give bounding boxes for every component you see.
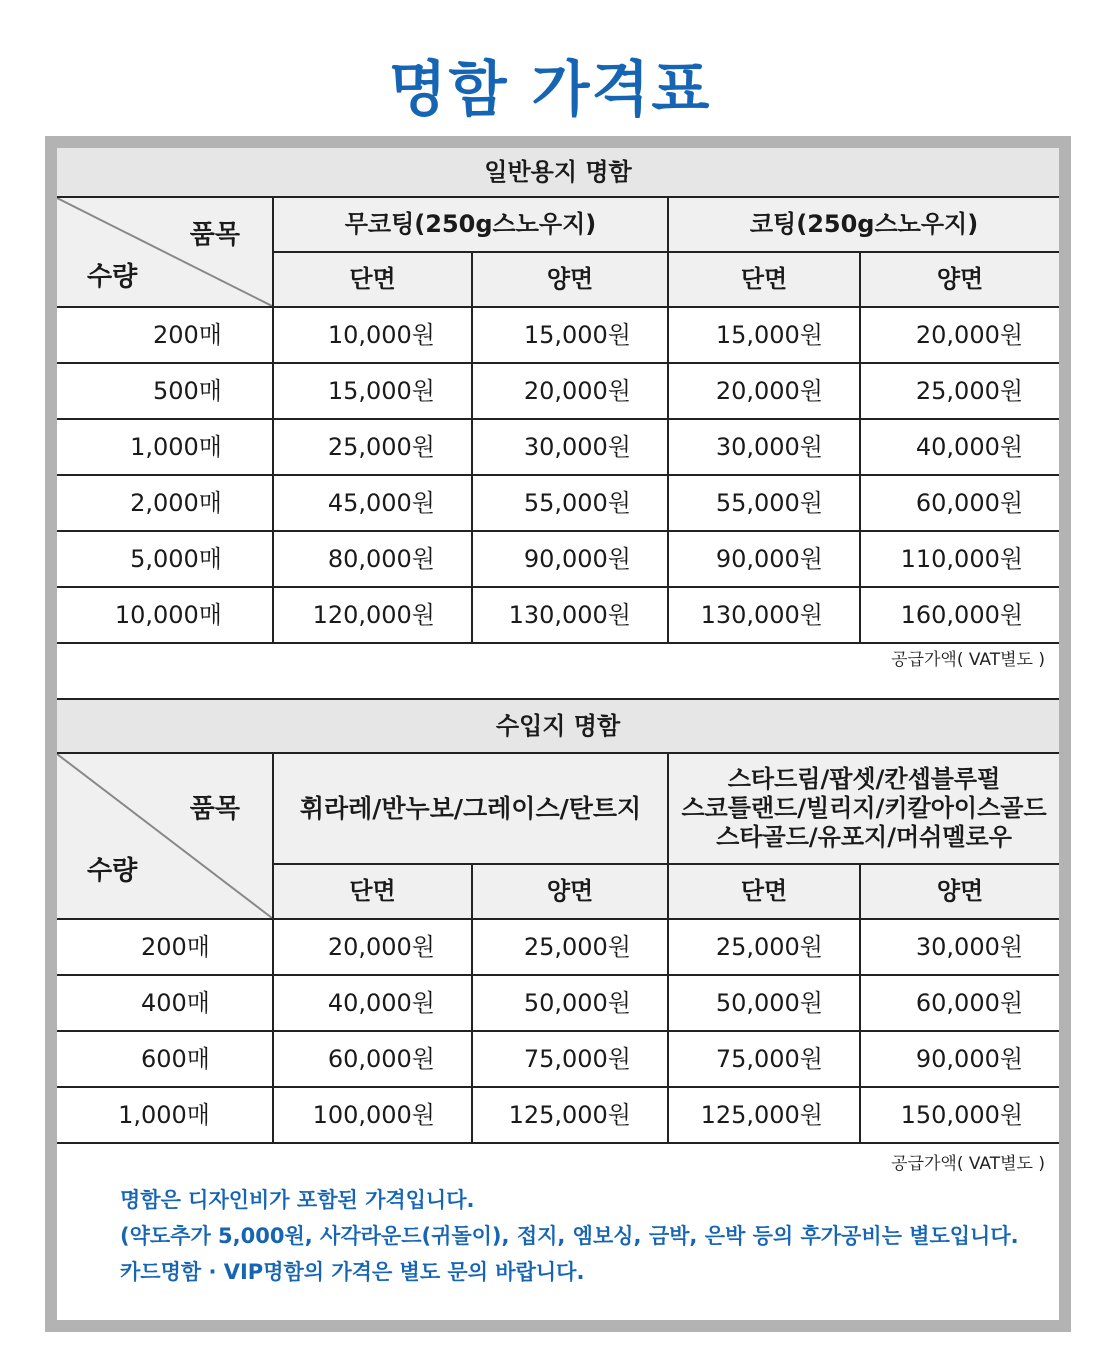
qty-cell: 200매 xyxy=(57,919,273,975)
qty-cell: 400매 xyxy=(57,975,273,1031)
price-cell: 25,000원 xyxy=(860,363,1059,419)
price-cell: 30,000원 xyxy=(860,919,1059,975)
side-header: 양면 xyxy=(472,252,668,307)
side-header: 양면 xyxy=(860,864,1059,919)
price-panel xyxy=(57,148,1059,1320)
qty-cell: 200매 xyxy=(57,307,273,363)
table-row xyxy=(57,475,1059,531)
imported-section-title: 수입지 명함 xyxy=(57,699,1059,753)
price-cell: 90,000원 xyxy=(472,531,668,587)
qty-cell: 1,000매 xyxy=(57,1087,273,1143)
price-cell: 60,000원 xyxy=(860,975,1059,1031)
price-cell: 125,000원 xyxy=(472,1087,668,1143)
price-cell: 15,000원 xyxy=(273,363,472,419)
table-row xyxy=(57,307,1059,363)
table-row xyxy=(57,363,1059,419)
price-cell: 20,000원 xyxy=(860,307,1059,363)
vat-note: 공급가액( VAT별도 ) xyxy=(891,1154,1045,1174)
footer-line: 카드명함 · VIP명함의 가격은 별도 문의 바랍니다. xyxy=(120,1260,585,1284)
group-header-uncoated: 무코팅(250g스노우지) xyxy=(273,197,668,252)
general-corner-header xyxy=(57,197,273,307)
side-header: 단면 xyxy=(668,252,860,307)
price-cell: 60,000원 xyxy=(273,1031,472,1087)
group-header-imported-2 xyxy=(668,753,1059,864)
general-section-title: 일반용지 명함 xyxy=(57,148,1059,197)
footer-line: 명함은 디자인비가 포함된 가격입니다. xyxy=(120,1188,475,1212)
imported-price-table xyxy=(57,698,1059,1144)
price-cell: 15,000원 xyxy=(472,307,668,363)
table-row xyxy=(57,1031,1059,1087)
price-cell: 60,000원 xyxy=(860,475,1059,531)
corner-item-label: 품목 xyxy=(189,220,240,250)
price-cell: 120,000원 xyxy=(273,587,472,643)
table-row xyxy=(57,919,1059,975)
price-cell: 50,000원 xyxy=(472,975,668,1031)
price-cell: 25,000원 xyxy=(273,419,472,475)
page-title: 명함 가격표 xyxy=(388,55,712,125)
price-cell: 130,000원 xyxy=(668,587,860,643)
group-header-imported-1: 휘라레/반누보/그레이스/탄트지 xyxy=(273,753,668,864)
footer-line: (약도추가 5,000원, 사각라운드(귀돌이), 접지, 엠보싱, 금박, 은박 등의 후가공비는 별도입니다. xyxy=(120,1224,1019,1248)
footer-notice xyxy=(120,1182,1019,1290)
side-header: 단면 xyxy=(668,864,860,919)
price-cell: 130,000원 xyxy=(472,587,668,643)
qty-cell: 600매 xyxy=(57,1031,273,1087)
price-cell: 25,000원 xyxy=(668,919,860,975)
price-cell: 30,000원 xyxy=(472,419,668,475)
price-cell: 25,000원 xyxy=(472,919,668,975)
price-cell: 110,000원 xyxy=(860,531,1059,587)
price-cell: 90,000원 xyxy=(860,1031,1059,1087)
price-cell: 45,000원 xyxy=(273,475,472,531)
table-row xyxy=(57,975,1059,1031)
price-cell: 100,000원 xyxy=(273,1087,472,1143)
price-cell: 20,000원 xyxy=(273,919,472,975)
corner-qty-label: 수량 xyxy=(87,262,138,292)
side-header: 양면 xyxy=(860,252,1059,307)
qty-cell: 1,000매 xyxy=(57,419,273,475)
price-cell: 75,000원 xyxy=(668,1031,860,1087)
diagonal-line xyxy=(57,754,272,918)
qty-cell: 500매 xyxy=(57,363,273,419)
price-cell: 30,000원 xyxy=(668,419,860,475)
group-header-coated: 코팅(250g스노우지) xyxy=(668,197,1059,252)
price-cell: 20,000원 xyxy=(472,363,668,419)
table-row xyxy=(57,587,1059,643)
price-cell: 55,000원 xyxy=(472,475,668,531)
side-header: 단면 xyxy=(273,252,472,307)
price-cell: 40,000원 xyxy=(860,419,1059,475)
price-cell: 40,000원 xyxy=(273,975,472,1031)
price-cell: 75,000원 xyxy=(472,1031,668,1087)
price-cell: 15,000원 xyxy=(668,307,860,363)
price-cell: 160,000원 xyxy=(860,587,1059,643)
corner-item-label: 품목 xyxy=(189,794,240,824)
table-row xyxy=(57,419,1059,475)
vat-note: 공급가액( VAT별도 ) xyxy=(891,650,1045,670)
price-cell: 125,000원 xyxy=(668,1087,860,1143)
imported-corner-header xyxy=(57,753,273,919)
side-header: 양면 xyxy=(472,864,668,919)
price-cell: 50,000원 xyxy=(668,975,860,1031)
paper-names-line: 스타골드/유포지/머쉬멜로우 xyxy=(716,822,1012,851)
qty-cell: 10,000매 xyxy=(57,587,273,643)
price-cell: 150,000원 xyxy=(860,1087,1059,1143)
corner-qty-label: 수량 xyxy=(87,856,138,886)
paper-names-line: 스코틀랜드/빌리지/키칼아이스골드 xyxy=(681,794,1047,823)
table-row xyxy=(57,1087,1059,1143)
side-header: 단면 xyxy=(273,864,472,919)
price-cell: 20,000원 xyxy=(668,363,860,419)
qty-cell: 5,000매 xyxy=(57,531,273,587)
paper-names-line: 스타드림/팝셋/칸셉블루펄 xyxy=(727,765,1001,794)
price-cell: 90,000원 xyxy=(668,531,860,587)
price-cell: 80,000원 xyxy=(273,531,472,587)
price-cell: 10,000원 xyxy=(273,307,472,363)
price-cell: 55,000원 xyxy=(668,475,860,531)
qty-cell: 2,000매 xyxy=(57,475,273,531)
table-row xyxy=(57,531,1059,587)
general-price-table xyxy=(57,148,1059,644)
